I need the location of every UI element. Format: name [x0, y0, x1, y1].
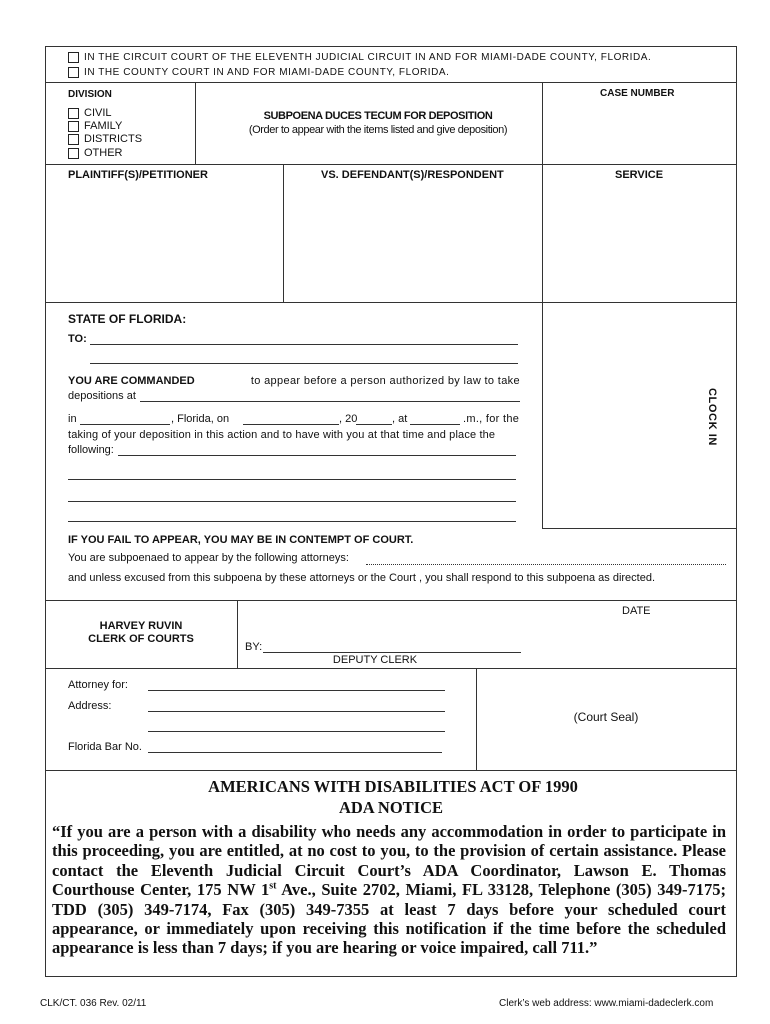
attorney-for-line[interactable]	[148, 690, 445, 691]
clerk-web-address: Clerk’s web address: www.miami-dadeclerk.com	[499, 998, 714, 1009]
col-clerk	[237, 600, 238, 668]
col-defendant	[283, 164, 284, 302]
row-line-2	[45, 164, 737, 165]
state-of-florida: STATE OF FLORIDA:	[68, 312, 187, 326]
year-prefix-label: , 20	[339, 413, 358, 425]
county-court-label: IN THE COUNTY COURT IN AND FOR MIAMI-DADE COUNTY, FLORIDA.	[84, 67, 450, 78]
depositions-at-line[interactable]	[140, 401, 520, 402]
in-label: in	[68, 413, 77, 425]
location-line[interactable]	[80, 424, 170, 425]
following-label: following:	[68, 444, 114, 456]
districts-label: DISTRICTS	[84, 133, 143, 145]
col-seal	[476, 668, 477, 770]
unless-excused-text: and unless excused from this subpoena by these attorneys or the Court , you shall respond to this subpoena as directed.	[68, 572, 656, 584]
form-title: SUBPOENA DUCES TECUM FOR DEPOSITION	[263, 110, 493, 122]
service-label: SERVICE	[615, 169, 664, 181]
following-line-2[interactable]	[68, 479, 516, 480]
following-line-1[interactable]	[118, 455, 516, 456]
family-checkbox[interactable]	[68, 121, 79, 132]
date-label: DATE	[622, 605, 651, 617]
ada-text-part2: Ave., Suite 2702, Miami, FL 33128, Telephone (305) 349-7175; TDD (305) 349-7174, Fax (305) 349-7355 at least 7 days before your scheduled court appearance, or immediately upon receiving this notification if the time before the scheduled appearance is less than 7 days; if you are hearing or voice impaired, call 711.”	[52, 880, 726, 958]
row-line-1	[45, 82, 737, 83]
by-label: BY:	[245, 641, 263, 653]
case-number-label: CASE NUMBER	[600, 88, 675, 99]
attorneys-label: You are subpoenaed to appear by the following attorneys:	[68, 552, 349, 564]
court-seal-label: (Court Seal)	[573, 710, 639, 724]
row-line-3	[45, 302, 737, 303]
division-heading: DIVISION	[68, 89, 112, 100]
following-line-3[interactable]	[68, 501, 516, 502]
plaintiff-label: PLAINTIFF(S)/PETITIONER	[68, 169, 208, 181]
circuit-court-label: IN THE CIRCUIT COURT OF THE ELEVENTH JUDICIAL CIRCUIT IN AND FOR MIAMI-DADE COUNTY, FLORIDA.	[84, 52, 652, 63]
attorney-for-label: Attorney for:	[68, 679, 128, 691]
year-line[interactable]	[356, 424, 392, 425]
other-label: OTHER	[84, 147, 123, 159]
ada-notice-paragraph	[52, 822, 726, 958]
clerk-title: CLERK OF COURTS	[88, 633, 194, 645]
ada-heading: AMERICANS WITH DISABILITIES ACT OF 1990	[208, 777, 578, 796]
to-label: TO:	[68, 333, 87, 345]
defendant-label: VS. DEFENDANT(S)/RESPONDENT	[321, 169, 504, 181]
form-subtitle: (Order to appear with the items listed and give deposition)	[248, 124, 508, 136]
other-checkbox[interactable]	[68, 148, 79, 159]
time-line[interactable]	[410, 424, 460, 425]
frame-right	[736, 46, 737, 977]
col-case-number	[542, 82, 543, 529]
florida-on-label: , Florida, on	[171, 413, 230, 425]
commanded-bold: YOU ARE COMMANDED	[68, 375, 195, 387]
to-line-1[interactable]	[90, 344, 518, 345]
civil-checkbox[interactable]	[68, 108, 79, 119]
commanded-rest: to appear before a person authorized by law to take	[250, 375, 520, 387]
at-label: , at	[392, 413, 408, 425]
florida-bar-label: Florida Bar No.	[68, 741, 142, 753]
clock-in-bottom	[542, 528, 737, 529]
date-line[interactable]	[243, 424, 339, 425]
m-for-the-label: .m., for the	[463, 413, 520, 425]
frame-left	[45, 46, 46, 977]
address-label: Address:	[68, 700, 112, 712]
clock-in-label: CLOCK IN	[706, 388, 718, 446]
ada-subheading: ADA NOTICE	[338, 798, 444, 817]
form-number: CLK/CT. 036 Rev. 02/11	[40, 998, 147, 1009]
deputy-clerk-label: DEPUTY CLERK	[332, 654, 418, 666]
florida-bar-line[interactable]	[148, 752, 442, 753]
contempt-warning: IF YOU FAIL TO APPEAR, YOU MAY BE IN CONTEMPT OF COURT.	[68, 534, 414, 546]
following-line-4[interactable]	[68, 521, 516, 522]
row-line-5	[45, 668, 737, 669]
row-line-6	[45, 770, 737, 771]
family-label: FAMILY	[84, 120, 123, 132]
county-court-checkbox[interactable]	[68, 67, 79, 78]
address-line-2[interactable]	[148, 731, 445, 732]
ada-text-part1: “If you are a person with a disability who needs any accommodation in order to participate in this proceeding, you are entitled, at no cost to you, to the provision of certain assistance. Please contact the Eleventh Judicial Circuit Court’s ADA Coordinator, Lawson E. Thomas Courthouse Center, 175 NW 1	[52, 822, 726, 900]
taking-line: taking of your deposition in this action and to have with you at that time and place the	[68, 429, 496, 441]
districts-checkbox[interactable]	[68, 134, 79, 145]
signature-line[interactable]	[263, 652, 521, 653]
row-line-4	[45, 600, 737, 601]
to-line-2[interactable]	[90, 363, 518, 364]
clerk-name: HARVEY RUVIN	[99, 620, 183, 632]
civil-label: CIVIL	[84, 107, 112, 119]
address-line-1[interactable]	[148, 711, 445, 712]
ada-text-superscript: st	[269, 880, 277, 892]
commanded-line	[68, 376, 520, 387]
frame-top	[45, 46, 737, 47]
attorneys-line[interactable]	[366, 564, 726, 565]
col-division	[195, 82, 196, 164]
circuit-court-checkbox[interactable]	[68, 52, 79, 63]
depositions-at-label: depositions at	[68, 390, 136, 402]
frame-bottom	[45, 976, 737, 977]
